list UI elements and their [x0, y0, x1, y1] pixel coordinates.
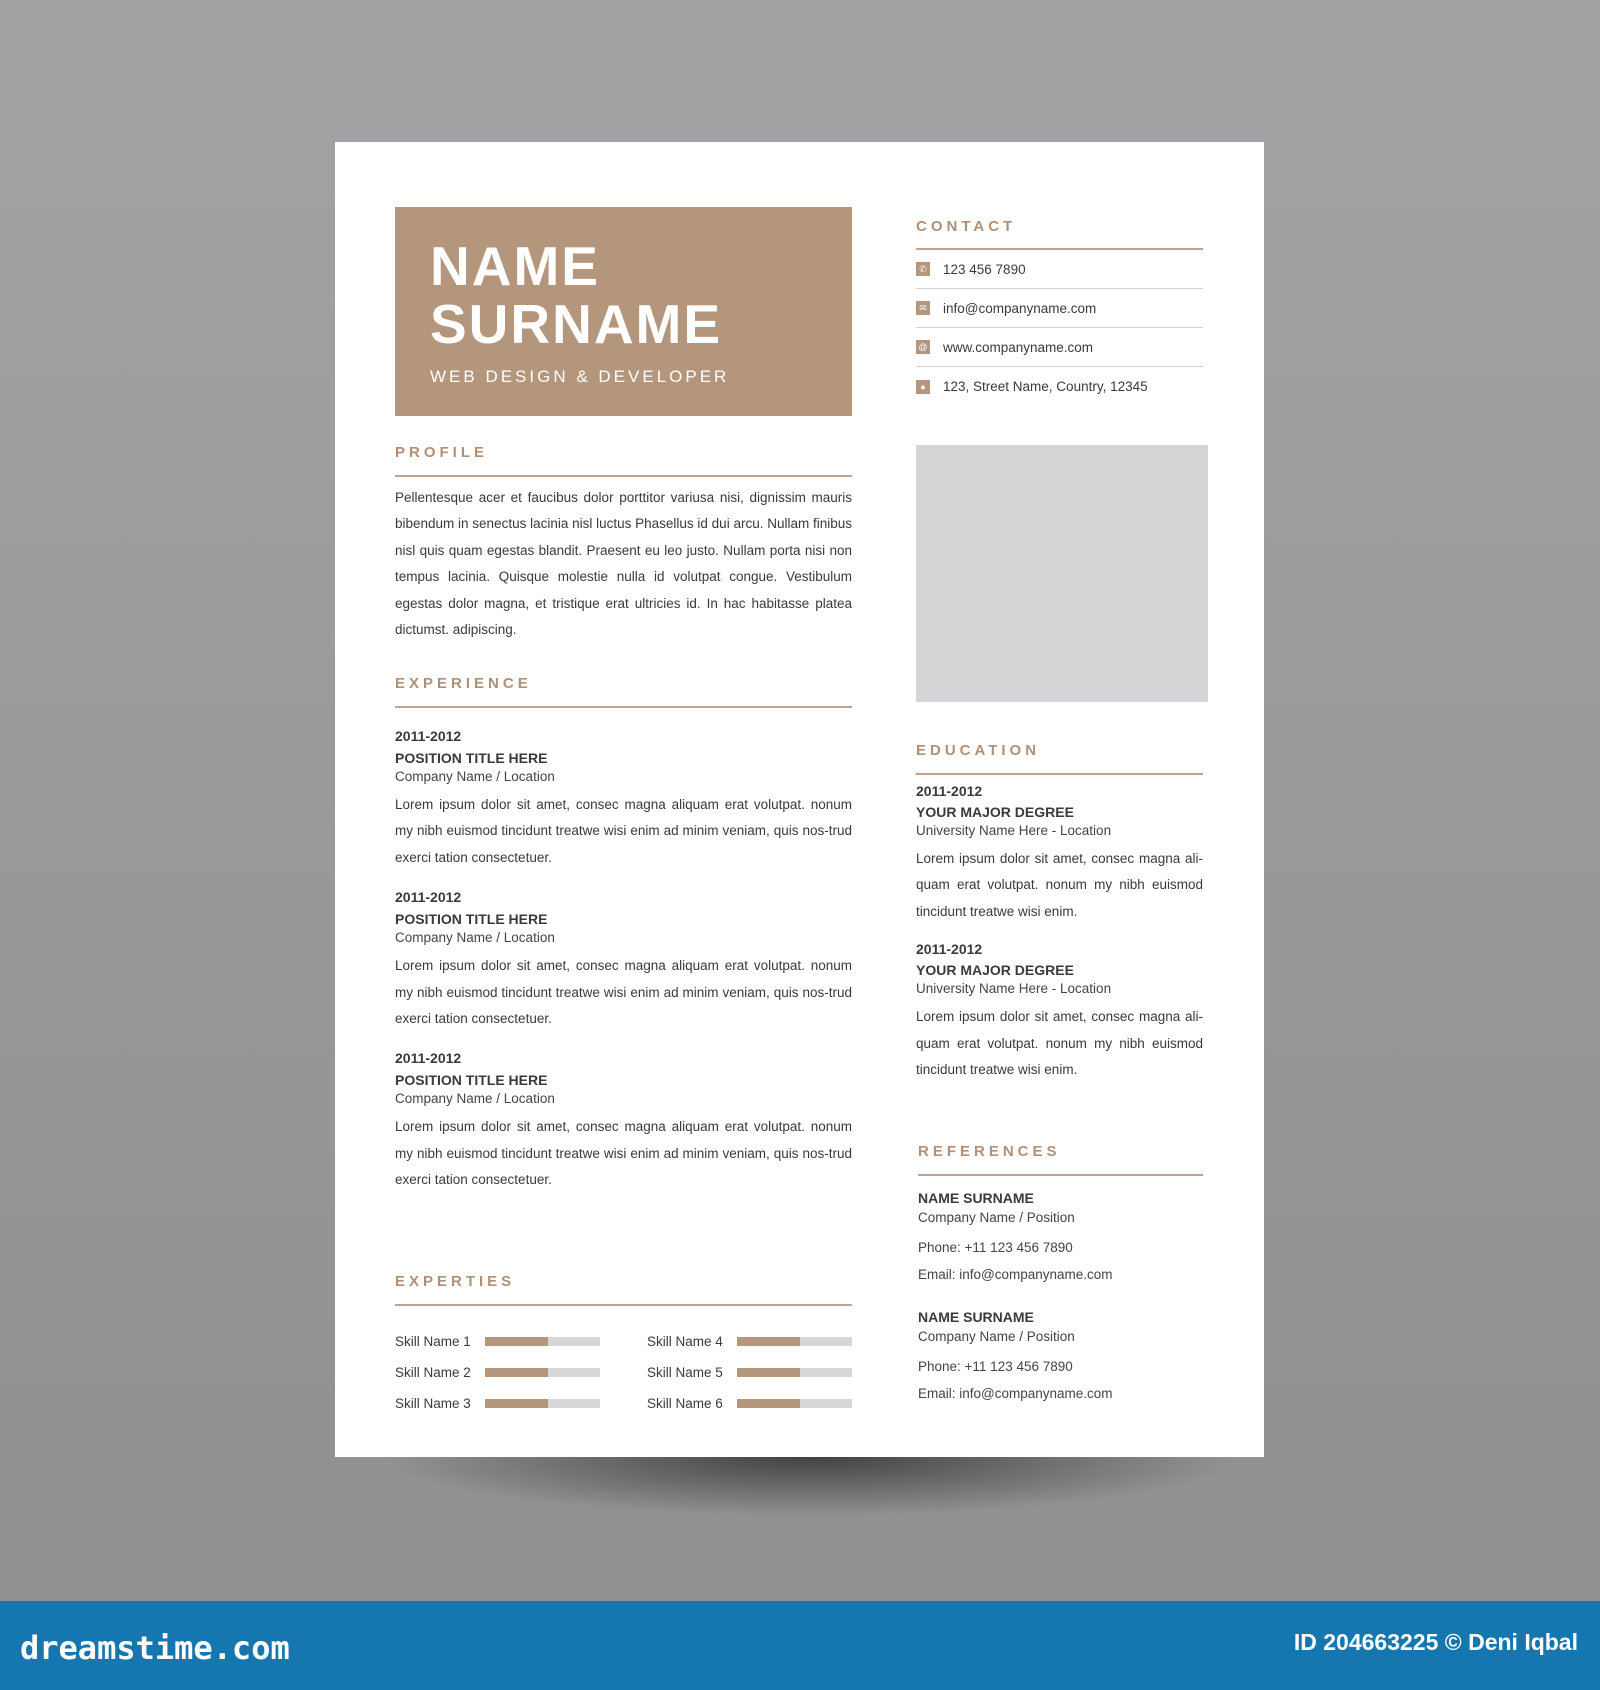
entry-date: 2011-2012 [395, 1050, 462, 1067]
contact-section [916, 218, 1203, 406]
entry-date: 2011-2012 [916, 783, 983, 799]
skill-name: Skill Name 5 [647, 1365, 723, 1380]
education-section [916, 742, 1203, 1083]
location-pin-icon: ● [916, 380, 930, 394]
profile-section [395, 444, 852, 643]
section-heading: PROFILE [395, 444, 489, 461]
profile-text: Pellentesque acer et faucibus dolor porttitor variusa nisi, dignissim mauris bibendum in senectus lacinia nisl luctus Phasellus id dui arcu. Nullam finibus nisl quis quam egestas blandit. Praesent eu leo justo. Nullam porta nisi non tempus lacinia. Quisque molestie nulla id volutpat congue. Vestibulum egestas dolor magna, et tristique erat ultricies id. In hac habitasse platea dictumst. adipiscing. [395, 490, 852, 638]
reference-email: Email: info@companyname.com [918, 1386, 1113, 1401]
education-entry [916, 783, 1203, 925]
university-location: University Name Here - Location [916, 981, 1112, 997]
experience-entry [395, 1050, 852, 1193]
divider [395, 475, 852, 477]
company-location: Company Name / Location [395, 769, 555, 784]
section-heading: EXPERIENCE [395, 675, 532, 692]
experience-entry [395, 889, 852, 1032]
reference-email: Email: info@companyname.com [918, 1267, 1113, 1282]
reference-company: Company Name / Position [918, 1210, 1075, 1225]
skill-level-bar [485, 1337, 600, 1346]
section-heading: CONTACT [916, 218, 1017, 235]
at-icon: @ [916, 340, 930, 354]
skill-level-bar [737, 1337, 852, 1346]
skill-level-fill [737, 1337, 800, 1346]
entry-description: Lorem ipsum dolor sit amet, consec magna aliquam erat volutpat. nonum my nibh euismod tincidunt treatwe wisi enim ad minim veniam, quis nos-trud exerci tation consectetuer. [395, 1119, 852, 1188]
website-text: www.companyname.com [943, 339, 1094, 355]
reference-company: Company Name / Position [918, 1329, 1075, 1344]
skill-name: Skill Name 6 [647, 1396, 723, 1411]
position-title: POSITION TITLE HERE [395, 1072, 548, 1089]
email-text: info@companyname.com [943, 300, 1097, 316]
divider [395, 706, 852, 708]
resume-page [335, 142, 1264, 1457]
section-heading: EXPERTIES [395, 1273, 516, 1290]
contact-website [916, 328, 1203, 367]
skill-name: Skill Name 2 [395, 1365, 471, 1380]
skill-row [395, 1388, 600, 1419]
reference-name: NAME SURNAME [918, 1309, 1034, 1325]
company-location: Company Name / Location [395, 1091, 555, 1107]
skill-name: Skill Name 3 [395, 1396, 471, 1411]
skill-level-fill [737, 1368, 800, 1377]
skill-level-fill [485, 1368, 548, 1377]
skill-level-bar [737, 1368, 852, 1377]
reference-entry [918, 1307, 1203, 1404]
degree-title: YOUR MAJOR DEGREE [916, 804, 1074, 820]
entry-date: 2011-2012 [395, 889, 462, 906]
envelope-icon: ✉ [916, 301, 930, 315]
skill-level-bar [485, 1368, 600, 1377]
photo-placeholder [916, 445, 1208, 702]
entry-description: Lorem ipsum dolor sit amet, consec magna aliquam erat volutpat. nonum my nibh euismod tincidunt treatwe wisi enim ad minim veniam, quis nos-trud exerci tation consectetuer. [395, 958, 852, 1027]
entry-description: Lorem ipsum dolor sit amet, consec magna aliquam erat volutpat. nonum my nibh euismod tincidunt treatwe wisi enim ad minim veniam, quis nos-trud exerci tation consectetuer. [395, 797, 852, 865]
role-title: WEB DESIGN & DEVELOPER [430, 367, 730, 386]
skill-name: Skill Name 1 [395, 1334, 471, 1349]
university-location: University Name Here - Location [916, 823, 1112, 838]
education-entry [916, 941, 1203, 1083]
experience-section [395, 675, 852, 1194]
entry-date: 2011-2012 [916, 941, 983, 958]
footer-logo[interactable]: dreamstime.com [20, 1629, 290, 1667]
reference-phone: Phone: +11 123 456 7890 [918, 1359, 1073, 1374]
paper-shadow [380, 1457, 1240, 1517]
phone-text: 123 456 7890 [943, 261, 1026, 277]
contact-email [916, 289, 1203, 328]
entry-date: 2011-2012 [395, 728, 462, 744]
entry-description: Lorem ipsum dolor sit amet, consec magna ali-quam erat volutpat. nonum my nibh euismod tincidunt treatwe wisi enim. [916, 1009, 1203, 1078]
divider [395, 1304, 852, 1306]
skill-row [647, 1357, 852, 1388]
references-section [918, 1143, 1203, 1404]
skill-row [395, 1326, 600, 1357]
skill-level-fill [485, 1337, 548, 1346]
company-location: Company Name / Location [395, 930, 555, 946]
contact-address [916, 367, 1203, 406]
degree-title: YOUR MAJOR DEGREE [916, 962, 1074, 979]
section-heading: EDUCATION [916, 742, 1041, 759]
skill-row [395, 1357, 600, 1388]
skill-level-bar [737, 1399, 852, 1408]
position-title: POSITION TITLE HERE [395, 750, 548, 766]
experience-entry [395, 728, 852, 871]
position-title: POSITION TITLE HERE [395, 911, 548, 928]
footer-bar [0, 1601, 1600, 1690]
address-text: 123, Street Name, Country, 12345 [943, 379, 1148, 394]
contact-phone [916, 250, 1203, 289]
skill-level-bar [485, 1399, 600, 1408]
skill-name: Skill Name 4 [647, 1334, 723, 1349]
name-surname: SURNAME [430, 293, 723, 355]
section-heading: REFERENCES [918, 1143, 1061, 1160]
phone-icon: ✆ [916, 262, 930, 276]
entry-description: Lorem ipsum dolor sit amet, consec magna ali-quam erat volutpat. nonum my nibh euismod tincidunt treatwe wisi enim. [916, 851, 1203, 919]
image-credit: ID 204663225 © Deni Iqbal [1293, 1629, 1578, 1655]
skill-row [647, 1326, 852, 1357]
reference-name: NAME SURNAME [918, 1190, 1034, 1206]
name-first: NAME [430, 235, 600, 297]
divider [916, 773, 1203, 775]
name-header [395, 207, 852, 416]
skill-level-fill [737, 1399, 800, 1408]
skill-level-fill [485, 1399, 548, 1408]
reference-entry [918, 1188, 1203, 1285]
skill-row [647, 1388, 852, 1419]
divider [918, 1174, 1203, 1176]
experties-section [395, 1273, 852, 1419]
reference-phone: Phone: +11 123 456 7890 [918, 1240, 1073, 1255]
